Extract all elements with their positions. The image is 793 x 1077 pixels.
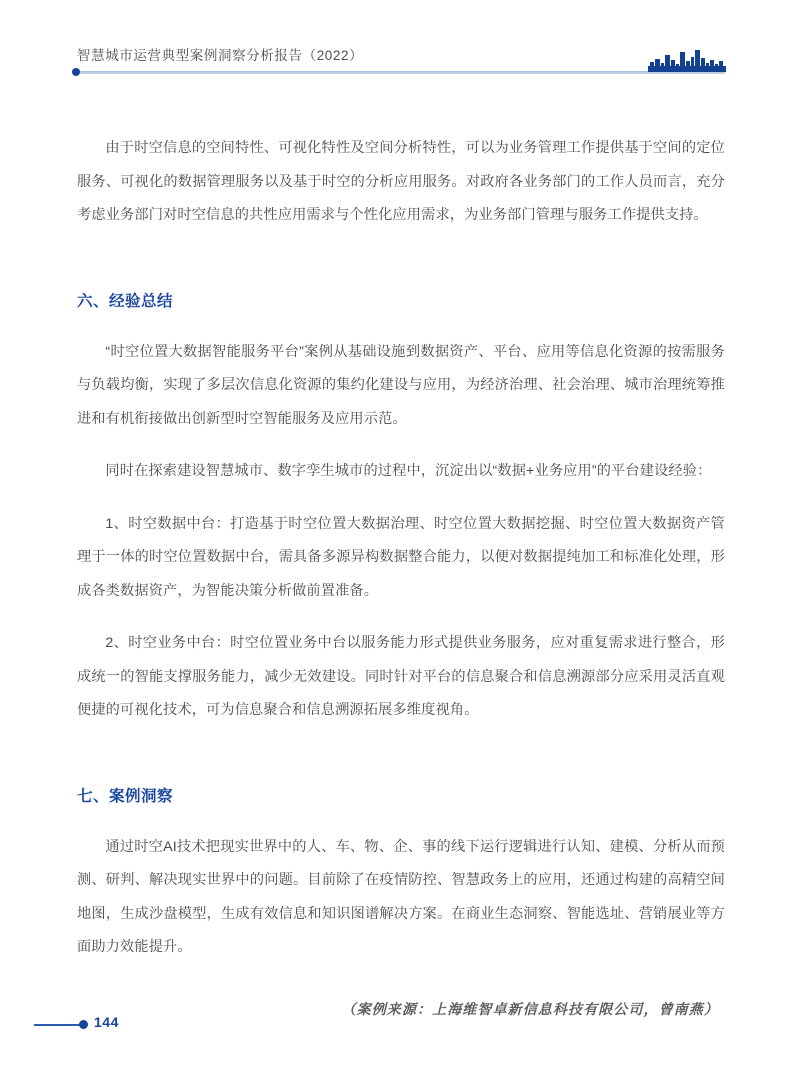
paragraph: 2、时空业务中台：时空位置业务中台以服务能力形式提供业务服务，应对重复需求进行整合，形成统一的智能支撑服务能力，减少无效建设。同时针对平台的信息聚合和信息溯源部分应采用灵活直观便捷的可视化技术，可为信息聚合和信息溯源拓展多维度视角。 xyxy=(77,635,725,718)
case-source-attribution: （案例来源：上海维智卓新信息科技有限公司，曾南燕） xyxy=(341,1001,719,1018)
page-header xyxy=(0,44,793,86)
paragraph: 通过时空AI技术把现实世界中的人、车、物、企、事的线下运行逻辑进行认知、建模、分析从而预测、研判、解决现实世界中的问题。目前除了在疫情防控、智慧政务上的应用，还通过构建的高精空间地图，生成沙盘模型，生成有效信息和知识图谱解决方案。在商业生态洞察、智能选址、营销展业等方面助力效能提升。 xyxy=(77,838,725,955)
page-number: 144 xyxy=(94,1014,119,1030)
spacer xyxy=(77,316,725,336)
paragraph: 由于时空信息的空间特性、可视化特性及空间分析特性，可以为业务管理工作提供基于空间的定位服务、可视化的数据管理服务以及基于时空的分析应用服务。对政府各业务部门的工作人员而言，充分考虑业务部门对时空信息的共性应用需求与个性化应用需求，为业务部门管理与服务工作提供支持。 xyxy=(77,140,725,223)
header-bullet-dot-icon xyxy=(72,68,80,76)
section-heading-case-insight: 七、案例洞察 xyxy=(77,787,174,805)
city-skyline-icon xyxy=(648,48,726,72)
footer-divider xyxy=(34,1024,82,1026)
paragraph: 同时在探索建设智慧城市、数字孪生城市的过程中，沉淀出以“数据+业务应用”的平台建设经验： xyxy=(105,463,712,479)
page-footer xyxy=(0,1012,793,1042)
document-body xyxy=(77,132,725,1019)
spacer xyxy=(77,252,725,288)
paragraph: “时空位置大数据智能服务平台”案例从基础设施到数据资产、平台、应用等信息化资源的按需服务与负载均衡，实现了多层次信息化资源的集约化建设与应用，为经济治理、社会治理、城市治理统筹推进和有机衔接做出创新型时空智能服务及应用示范。 xyxy=(77,343,725,427)
footer-bullet-dot-icon xyxy=(79,1020,88,1029)
paragraph: 1、时空数据中台：打造基于时空位置大数据治理、时空位置大数据挖掘、时空位置大数据资产管理于一体的时空位置数据中台，需具备多源异构数据整合能力，以便对数据提纯加工和标准化处理，形成各类数据资产，为智能决策分析做前置准备。 xyxy=(77,515,725,599)
spacer xyxy=(77,747,725,783)
header-title: 智慧城市运营典型案例洞察分析报告（2022） xyxy=(77,48,364,63)
header-divider xyxy=(77,71,725,74)
spacer xyxy=(77,811,725,831)
section-heading-experience-summary: 六、经验总结 xyxy=(77,292,174,310)
